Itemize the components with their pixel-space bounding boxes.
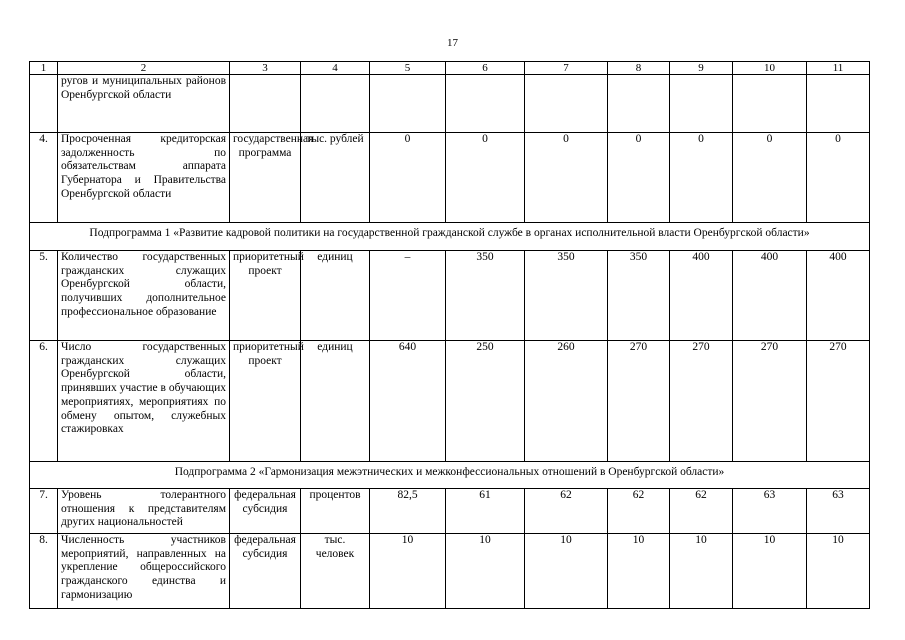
indicator-unit: тыс. рублей xyxy=(301,133,370,223)
indicator-unit: единиц xyxy=(301,341,370,462)
indicator-value: 10 xyxy=(608,534,670,609)
indicator-unit: процентов xyxy=(301,489,370,534)
row-number xyxy=(30,75,58,133)
indicator-name: Уровень толерантного отношения к представителям других национальностей xyxy=(58,489,230,534)
indicator-value: 350 xyxy=(446,251,525,341)
table-row xyxy=(30,133,870,223)
indicator-value: 400 xyxy=(733,251,807,341)
column-number: 2 xyxy=(58,62,230,75)
indicator-value: 0 xyxy=(370,133,446,223)
indicator-value: 250 xyxy=(446,341,525,462)
table-row xyxy=(30,75,870,133)
row-number: 8. xyxy=(30,534,58,609)
table-row xyxy=(30,341,870,462)
column-number-row xyxy=(30,62,870,75)
subprogram-row xyxy=(30,462,870,489)
column-number: 8 xyxy=(608,62,670,75)
indicator-name: Численность участников мероприятий, направленных на укрепление общероссийского гражданского единства и гармонизацию xyxy=(58,534,230,609)
indicator-value: 400 xyxy=(670,251,733,341)
indicator-value: 270 xyxy=(608,341,670,462)
column-number: 1 xyxy=(30,62,58,75)
table-row xyxy=(30,489,870,534)
indicators-table xyxy=(29,61,870,609)
indicator-source: государственная программа xyxy=(230,133,301,223)
row-number: 5. xyxy=(30,251,58,341)
indicator-unit: единиц xyxy=(301,251,370,341)
indicator-value: 270 xyxy=(807,341,870,462)
indicator-name: Количество государственных гражданских служащих Оренбургской области, получивших дополнительное профессиональное образование xyxy=(58,251,230,341)
indicator-value: 270 xyxy=(733,341,807,462)
column-number: 7 xyxy=(525,62,608,75)
indicator-value: 0 xyxy=(807,133,870,223)
column-number: 4 xyxy=(301,62,370,75)
column-number: 10 xyxy=(733,62,807,75)
subprogram-title: Подпрограмма 2 «Гармонизация межэтнических и межконфессиональных отношений в Оренбургской области» xyxy=(30,462,870,489)
indicator-source: приоритетный проект xyxy=(230,251,301,341)
column-number: 11 xyxy=(807,62,870,75)
indicator-value xyxy=(370,75,446,133)
column-number: 5 xyxy=(370,62,446,75)
indicator-source: приоритетный проект xyxy=(230,341,301,462)
indicator-value xyxy=(733,75,807,133)
indicator-value: 350 xyxy=(525,251,608,341)
indicator-value: 61 xyxy=(446,489,525,534)
indicator-source xyxy=(230,75,301,133)
indicator-source: федеральная субсидия xyxy=(230,489,301,534)
indicator-value: 10 xyxy=(370,534,446,609)
subprogram-title: Подпрограмма 1 «Развитие кадровой политики на государственной гражданской службе в органах исполнительной власти Оренбургской области» xyxy=(30,223,870,251)
indicator-value: 400 xyxy=(807,251,870,341)
indicator-value: 0 xyxy=(733,133,807,223)
indicator-name: Просроченная кредиторская задолженность по обязательствам аппарата Губернатора и Правительства Оренбургской области xyxy=(58,133,230,223)
table-row xyxy=(30,251,870,341)
row-number: 7. xyxy=(30,489,58,534)
indicator-value: 640 xyxy=(370,341,446,462)
indicator-unit: тыс. человек xyxy=(301,534,370,609)
indicator-value: 270 xyxy=(670,341,733,462)
row-number: 6. xyxy=(30,341,58,462)
indicator-value: 62 xyxy=(525,489,608,534)
indicator-value: 0 xyxy=(670,133,733,223)
column-number: 6 xyxy=(446,62,525,75)
indicator-value: 10 xyxy=(525,534,608,609)
indicator-value: 0 xyxy=(525,133,608,223)
indicator-value xyxy=(807,75,870,133)
indicator-unit xyxy=(301,75,370,133)
indicator-value: – xyxy=(370,251,446,341)
indicator-value xyxy=(446,75,525,133)
indicator-value xyxy=(608,75,670,133)
indicator-name: Число государственных гражданских служащих Оренбургской области, принявших участие в обучающих мероприятиях, мероприятиях по обмену опытом, служебных стажировках xyxy=(58,341,230,462)
indicator-value: 62 xyxy=(608,489,670,534)
indicator-value: 10 xyxy=(807,534,870,609)
indicator-value: 62 xyxy=(670,489,733,534)
indicator-value: 350 xyxy=(608,251,670,341)
indicator-name: ругов и муниципальных районов Оренбургской области xyxy=(58,75,230,133)
indicator-value: 0 xyxy=(608,133,670,223)
indicator-value: 10 xyxy=(733,534,807,609)
indicator-value: 260 xyxy=(525,341,608,462)
indicator-source: федеральная субсидия xyxy=(230,534,301,609)
indicator-value: 82,5 xyxy=(370,489,446,534)
column-number: 3 xyxy=(230,62,301,75)
page-number: 17 xyxy=(447,37,458,49)
column-number: 9 xyxy=(670,62,733,75)
indicator-value: 63 xyxy=(807,489,870,534)
indicator-value: 10 xyxy=(670,534,733,609)
table-row xyxy=(30,534,870,609)
indicator-value: 63 xyxy=(733,489,807,534)
indicator-value xyxy=(525,75,608,133)
indicator-value: 10 xyxy=(446,534,525,609)
indicator-value xyxy=(670,75,733,133)
subprogram-row xyxy=(30,223,870,251)
indicator-value: 0 xyxy=(446,133,525,223)
row-number: 4. xyxy=(30,133,58,223)
